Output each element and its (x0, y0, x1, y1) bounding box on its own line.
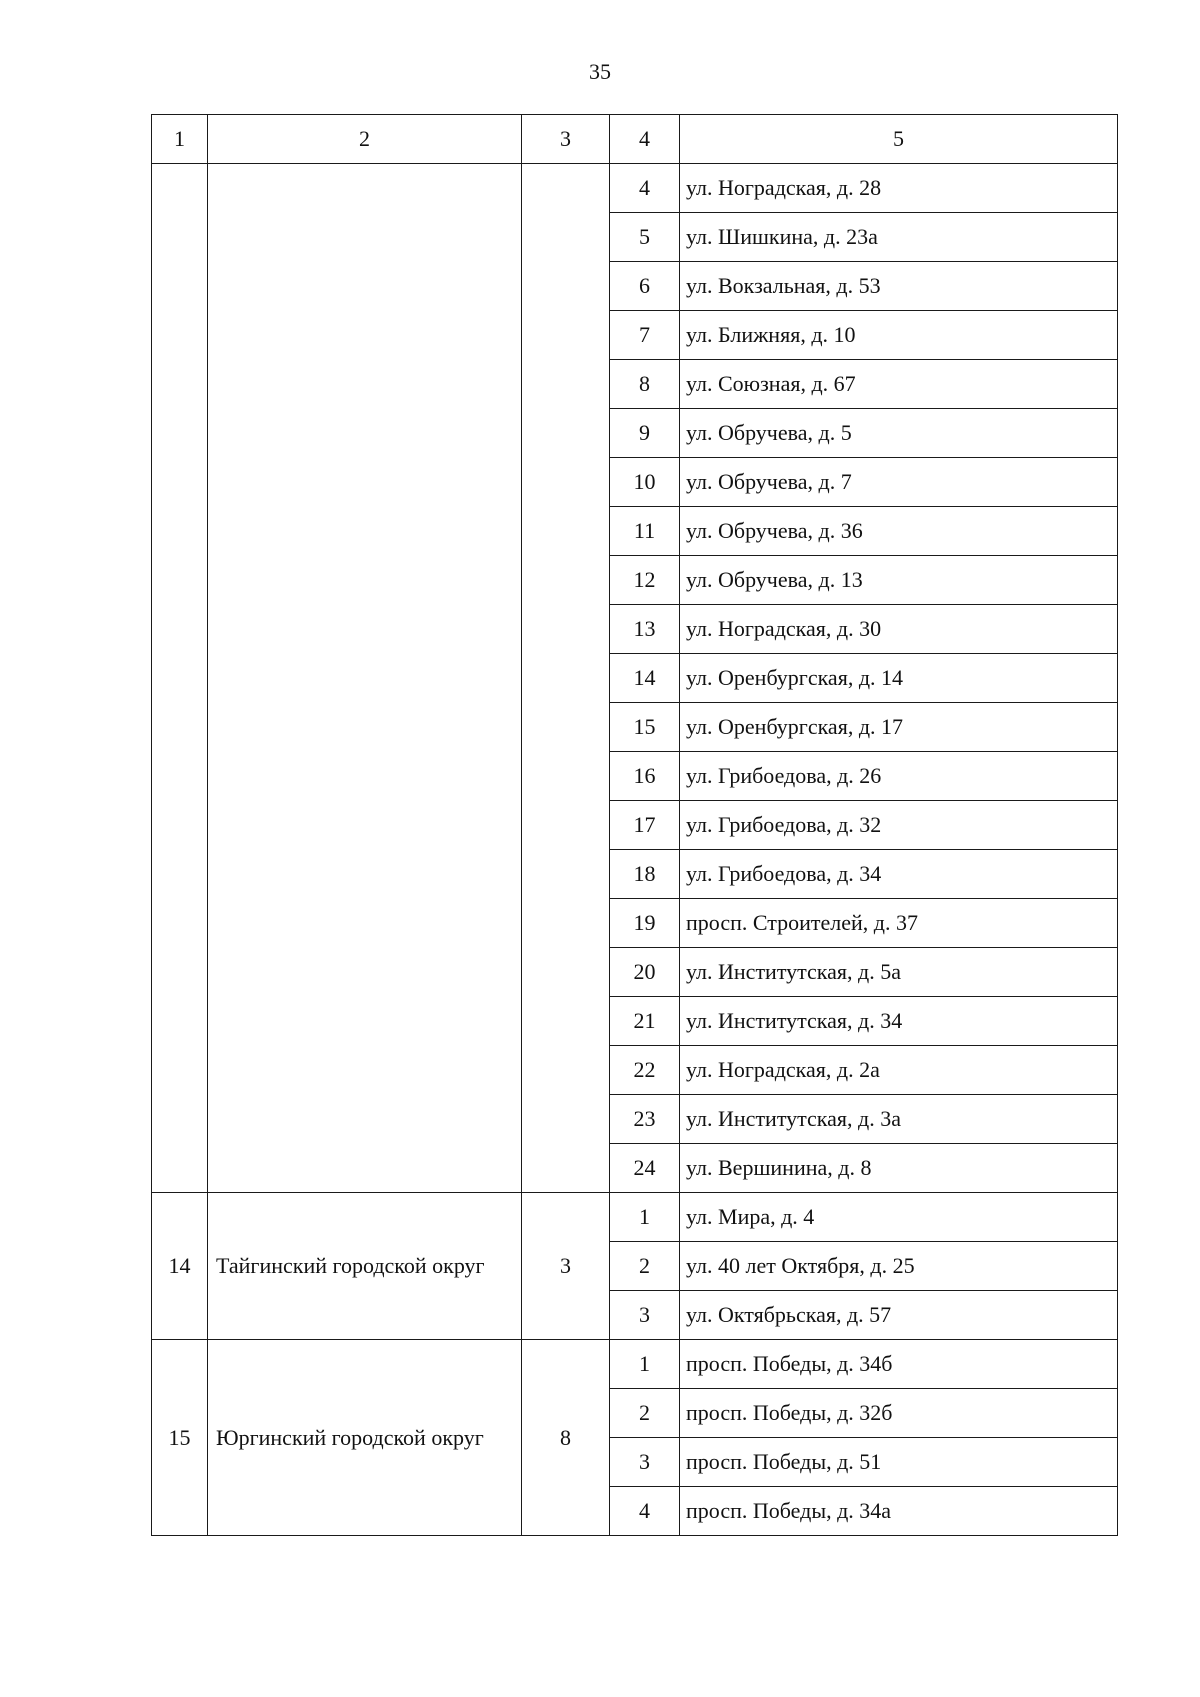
address-cell: ул. Грибоедова, д. 32 (680, 801, 1118, 850)
header-cell-1: 1 (152, 115, 208, 164)
address-cell: просп. Строителей, д. 37 (680, 899, 1118, 948)
header-cell-4: 4 (610, 115, 680, 164)
index-cell: 15 (152, 1340, 208, 1536)
address-cell: ул. Союзная, д. 67 (680, 360, 1118, 409)
address-cell: ул. Ноградская, д. 2а (680, 1046, 1118, 1095)
row-number-cell: 8 (610, 360, 680, 409)
address-cell: ул. Шишкина, д. 23а (680, 213, 1118, 262)
row-number-cell: 3 (610, 1291, 680, 1340)
address-cell: ул. Оренбургская, д. 17 (680, 703, 1118, 752)
row-number-cell: 1 (610, 1193, 680, 1242)
address-cell: ул. Мира, д. 4 (680, 1193, 1118, 1242)
address-cell: ул. 40 лет Октября, д. 25 (680, 1242, 1118, 1291)
row-number-cell: 21 (610, 997, 680, 1046)
district-cell: Юргинский городской округ (208, 1340, 522, 1536)
address-cell: ул. Вокзальная, д. 53 (680, 262, 1118, 311)
row-number-cell: 4 (610, 1487, 680, 1536)
address-cell: ул. Октябрьская, д. 57 (680, 1291, 1118, 1340)
row-number-cell: 15 (610, 703, 680, 752)
row-number-cell: 16 (610, 752, 680, 801)
page-number: 35 (589, 59, 611, 84)
address-cell: просп. Победы, д. 34б (680, 1340, 1118, 1389)
address-cell: ул. Обручева, д. 36 (680, 507, 1118, 556)
row-number-cell: 17 (610, 801, 680, 850)
count-cell: 8 (522, 1340, 610, 1536)
count-cell (522, 164, 610, 1193)
row-number-cell: 5 (610, 213, 680, 262)
header-cell-3: 3 (522, 115, 610, 164)
header-row (152, 115, 1118, 164)
row-number-cell: 13 (610, 605, 680, 654)
table-row (152, 1193, 1118, 1242)
address-cell: ул. Оренбургская, д. 14 (680, 654, 1118, 703)
address-cell: ул. Институтская, д. 34 (680, 997, 1118, 1046)
row-number-cell: 14 (610, 654, 680, 703)
row-number-cell: 7 (610, 311, 680, 360)
header-cell-5: 5 (680, 115, 1118, 164)
row-number-cell: 23 (610, 1095, 680, 1144)
address-table (151, 114, 1118, 1536)
row-number-cell: 12 (610, 556, 680, 605)
count-cell: 3 (522, 1193, 610, 1340)
table-header (152, 115, 1118, 164)
address-cell: просп. Победы, д. 34а (680, 1487, 1118, 1536)
index-cell: 14 (152, 1193, 208, 1340)
address-cell: ул. Ноградская, д. 28 (680, 164, 1118, 213)
district-cell (208, 164, 522, 1193)
district-cell: Тайгинский городской округ (208, 1193, 522, 1340)
row-number-cell: 2 (610, 1389, 680, 1438)
row-number-cell: 6 (610, 262, 680, 311)
address-cell: ул. Ближняя, д. 10 (680, 311, 1118, 360)
table-body (152, 164, 1118, 1536)
row-number-cell: 2 (610, 1242, 680, 1291)
address-cell: ул. Грибоедова, д. 34 (680, 850, 1118, 899)
row-number-cell: 20 (610, 948, 680, 997)
row-number-cell: 3 (610, 1438, 680, 1487)
table-row (152, 1340, 1118, 1389)
row-number-cell: 11 (610, 507, 680, 556)
address-cell: ул. Обручева, д. 7 (680, 458, 1118, 507)
header-cell-2: 2 (208, 115, 522, 164)
row-number-cell: 10 (610, 458, 680, 507)
table-row (152, 164, 1118, 213)
row-number-cell: 1 (610, 1340, 680, 1389)
address-cell: ул. Институтская, д. 5а (680, 948, 1118, 997)
row-number-cell: 19 (610, 899, 680, 948)
address-cell: ул. Ноградская, д. 30 (680, 605, 1118, 654)
address-cell: ул. Обручева, д. 5 (680, 409, 1118, 458)
address-cell: ул. Обручева, д. 13 (680, 556, 1118, 605)
index-cell (152, 164, 208, 1193)
address-cell: ул. Институтская, д. 3а (680, 1095, 1118, 1144)
row-number-cell: 22 (610, 1046, 680, 1095)
address-cell: просп. Победы, д. 51 (680, 1438, 1118, 1487)
row-number-cell: 24 (610, 1144, 680, 1193)
address-cell: ул. Вершинина, д. 8 (680, 1144, 1118, 1193)
row-number-cell: 18 (610, 850, 680, 899)
address-cell: просп. Победы, д. 32б (680, 1389, 1118, 1438)
address-cell: ул. Грибоедова, д. 26 (680, 752, 1118, 801)
row-number-cell: 9 (610, 409, 680, 458)
row-number-cell: 4 (610, 164, 680, 213)
